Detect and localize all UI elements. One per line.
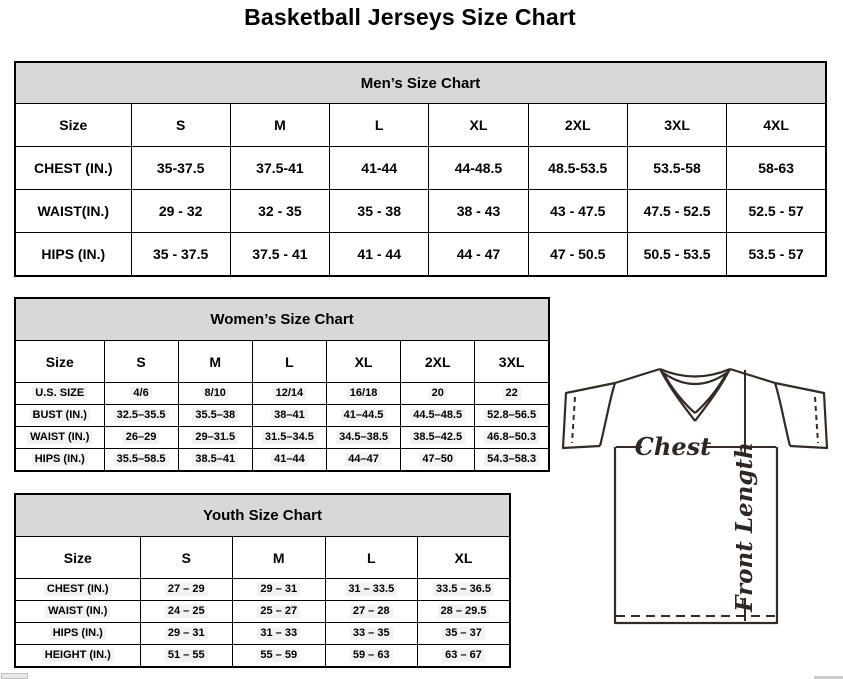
- womens-cell: 38.5–41: [178, 449, 252, 472]
- womens-column-header: Size: [15, 341, 104, 383]
- womens-column-header: 2XL: [401, 341, 475, 383]
- youth-column-header: XL: [418, 537, 511, 579]
- youth-row-label: WAIST (IN.): [15, 601, 140, 623]
- mens-cell: 37.5-41: [230, 147, 329, 190]
- womens-row-label: WAIST (IN.): [15, 427, 104, 449]
- table-row: [15, 405, 549, 427]
- womens-caption: Women’s Size Chart: [15, 298, 549, 341]
- mens-size-chart-table: [14, 61, 827, 277]
- right-cuff-dashed-line: [815, 397, 818, 443]
- mens-row-label: WAIST(IN.): [15, 190, 131, 233]
- page-title: Basketball Jerseys Size Chart: [244, 4, 576, 30]
- womens-cell: 20: [401, 383, 475, 405]
- table-row: [15, 383, 549, 405]
- chest-label: Chest: [634, 432, 712, 461]
- mens-row-label: CHEST (IN.): [15, 147, 131, 190]
- mens-column-header: Size: [15, 104, 131, 147]
- table-row: [15, 427, 549, 449]
- youth-cell: 31 – 33.5: [325, 579, 418, 601]
- mens-cell: 47 - 50.5: [528, 233, 627, 277]
- womens-column-header: XL: [326, 341, 400, 383]
- youth-cell: 51 – 55: [140, 645, 233, 668]
- mens-cell: 41-44: [330, 147, 429, 190]
- youth-cell: 59 – 63: [325, 645, 418, 668]
- youth-cell: 25 – 27: [233, 601, 326, 623]
- womens-size-chart-table: [14, 297, 550, 472]
- youth-cell: 27 – 29: [140, 579, 233, 601]
- youth-column-header: L: [325, 537, 418, 579]
- youth-row-label: HEIGHT (IN.): [15, 645, 140, 668]
- youth-cell: 24 – 25: [140, 601, 233, 623]
- left-cuff-dashed-line: [572, 397, 575, 443]
- table-row: [15, 645, 510, 668]
- mens-caption: Men’s Size Chart: [15, 62, 826, 104]
- youth-cell: 31 – 33: [233, 623, 326, 645]
- mens-cell: 35 - 37.5: [131, 233, 230, 277]
- womens-row-label: HIPS (IN.): [15, 449, 104, 472]
- mens-cell: 37.5 - 41: [230, 233, 329, 277]
- womens-cell: 52.8–56.5: [475, 405, 549, 427]
- womens-column-header: 3XL: [475, 341, 549, 383]
- youth-cell: 27 – 28: [325, 601, 418, 623]
- womens-cell: 44–47: [326, 449, 400, 472]
- table-row: [15, 601, 510, 623]
- youth-cell: 55 – 59: [233, 645, 326, 668]
- table-row: [15, 233, 826, 277]
- womens-cell: 34.5–38.5: [326, 427, 400, 449]
- mens-cell: 58-63: [727, 147, 826, 190]
- womens-cell: 22: [475, 383, 549, 405]
- womens-cell: 47–50: [401, 449, 475, 472]
- jersey-icon: [552, 360, 838, 630]
- womens-cell: 8/10: [178, 383, 252, 405]
- mens-cell: 32 - 35: [230, 190, 329, 233]
- mens-cell: 38 - 43: [429, 190, 528, 233]
- womens-cell: 35.5–58.5: [104, 449, 178, 472]
- youth-row-label: CHEST (IN.): [15, 579, 140, 601]
- womens-cell: 4/6: [104, 383, 178, 405]
- mens-column-header: 2XL: [528, 104, 627, 147]
- mens-column-header: XL: [429, 104, 528, 147]
- womens-cell: 32.5–35.5: [104, 405, 178, 427]
- youth-column-header: S: [140, 537, 233, 579]
- womens-column-header: L: [252, 341, 326, 383]
- womens-row-label: BUST (IN.): [15, 405, 104, 427]
- scrollbar-fragment[interactable]: [1, 673, 28, 679]
- jersey-measurement-diagram: [552, 360, 838, 630]
- mens-column-header: 4XL: [727, 104, 826, 147]
- mens-cell: 53.5-58: [627, 147, 726, 190]
- mens-column-header: 3XL: [627, 104, 726, 147]
- womens-cell: 54.3–58.3: [475, 449, 549, 472]
- youth-column-header: M: [233, 537, 326, 579]
- mens-cell: 35-37.5: [131, 147, 230, 190]
- mens-column-header: M: [230, 104, 329, 147]
- youth-cell: 33.5 – 36.5: [418, 579, 511, 601]
- youth-column-header: Size: [15, 537, 140, 579]
- youth-cell: 33 – 35: [325, 623, 418, 645]
- mens-column-header: L: [330, 104, 429, 147]
- womens-cell: 12/14: [252, 383, 326, 405]
- mens-cell: 41 - 44: [330, 233, 429, 277]
- table-row: [15, 147, 826, 190]
- womens-cell: 26–29: [104, 427, 178, 449]
- mens-column-header: S: [131, 104, 230, 147]
- womens-cell: 38.5–42.5: [401, 427, 475, 449]
- mens-cell: 29 - 32: [131, 190, 230, 233]
- mens-cell: 44 - 47: [429, 233, 528, 277]
- mens-cell: 50.5 - 53.5: [627, 233, 726, 277]
- mens-cell: 35 - 38: [330, 190, 429, 233]
- womens-cell: 41–44: [252, 449, 326, 472]
- youth-cell: 28 – 29.5: [418, 601, 511, 623]
- youth-row-label: HIPS (IN.): [15, 623, 140, 645]
- mens-cell: 44-48.5: [429, 147, 528, 190]
- womens-cell: 41–44.5: [326, 405, 400, 427]
- mens-cell: 48.5-53.5: [528, 147, 627, 190]
- youth-caption: Youth Size Chart: [15, 494, 510, 537]
- front-length-label: Front Length: [731, 442, 758, 612]
- table-row: [15, 579, 510, 601]
- mens-cell: 52.5 - 57: [727, 190, 826, 233]
- mens-cell: 43 - 47.5: [528, 190, 627, 233]
- table-row: [15, 623, 510, 645]
- mens-cell: 47.5 - 52.5: [627, 190, 726, 233]
- womens-cell: 29–31.5: [178, 427, 252, 449]
- mens-row-label: HIPS (IN.): [15, 233, 131, 277]
- youth-cell: 29 – 31: [140, 623, 233, 645]
- womens-cell: 38–41: [252, 405, 326, 427]
- youth-cell: 35 – 37: [418, 623, 511, 645]
- womens-cell: 16/18: [326, 383, 400, 405]
- mens-cell: 53.5 - 57: [727, 233, 826, 277]
- table-row: [15, 449, 549, 472]
- womens-column-header: M: [178, 341, 252, 383]
- womens-cell: 31.5–34.5: [252, 427, 326, 449]
- womens-cell: 44.5–48.5: [401, 405, 475, 427]
- womens-row-label: U.S. SIZE: [15, 383, 104, 405]
- table-row: [15, 190, 826, 233]
- womens-cell: 35.5–38: [178, 405, 252, 427]
- youth-cell: 29 – 31: [233, 579, 326, 601]
- youth-size-chart-table: [14, 493, 511, 668]
- youth-cell: 63 – 67: [418, 645, 511, 668]
- womens-cell: 46.8–50.3: [475, 427, 549, 449]
- womens-column-header: S: [104, 341, 178, 383]
